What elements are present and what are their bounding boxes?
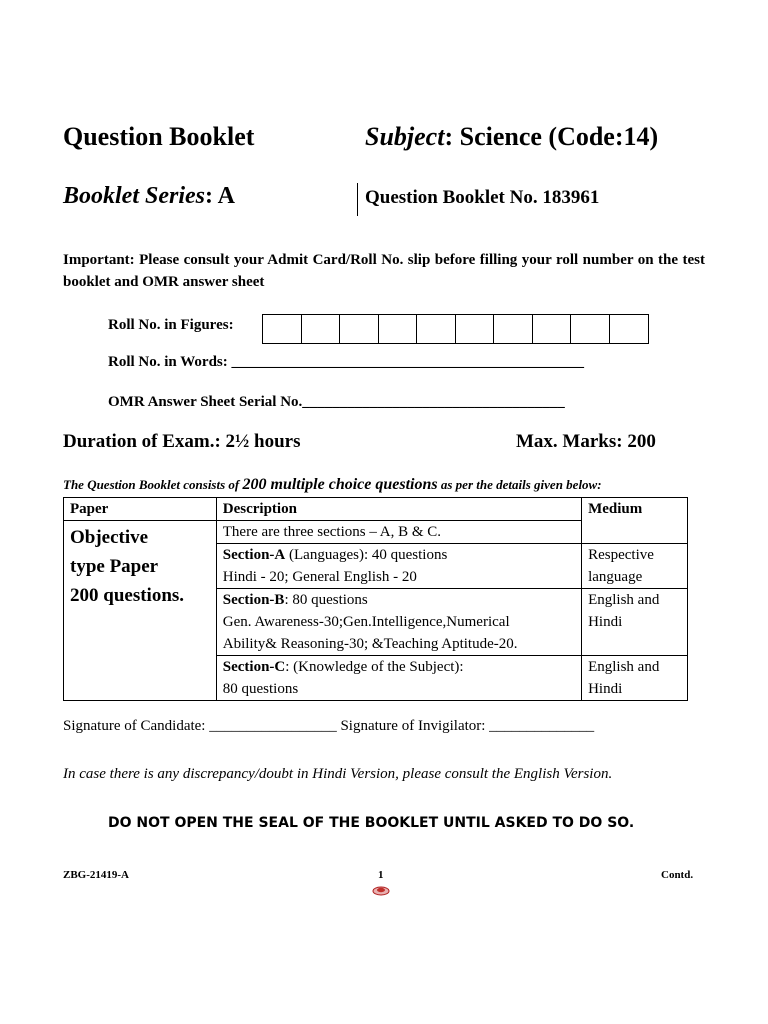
section-a-detail: Hindi - 20; General English - 20 [222,569,417,585]
roll-digit-box[interactable] [417,315,456,343]
consists-part2: 200 multiple choice questions [242,476,438,493]
section-c-title: Section-C [222,659,286,675]
consists-note [63,476,602,494]
section-a-rest: (Languages): 40 questions [285,547,448,563]
section-c-cell [216,656,581,701]
roll-words-field[interactable]: Roll No. in Words: _______________________________________________ [108,354,584,370]
roll-digit-box[interactable] [610,315,649,343]
seal-stamp-icon [372,884,390,896]
roll-digit-box[interactable] [494,315,533,343]
medium-line: English and [588,592,660,608]
section-b-cell [216,589,581,656]
consists-part1: The Question Booklet consists of [63,477,243,492]
sections-intro: There are three sections – A, B & C. [216,521,581,544]
section-a-cell [216,544,581,589]
footer-contd: Contd. [661,869,694,881]
roll-figures-label: Roll No. in Figures: [108,317,234,333]
booklet-number: Question Booklet No. 183961 [365,187,600,208]
section-b-detail: Ability& Reasoning-30; &Teaching Aptitude-20. [222,636,518,652]
important-notice: Important: Please consult your Admit Card/Roll No. slip before filling your roll number on the test booklet and OMR answer sheet [63,252,705,290]
medium-line: Respective [588,547,654,563]
section-b-detail: Gen. Awareness-30;Gen.Intelligence,Numerical [222,614,510,630]
booklet-series [63,183,235,210]
seal-warning: DO NOT OPEN THE SEAL OF THE BOOKLET UNTIL ASKED TO DO SO. [108,815,635,831]
subject-heading [365,122,658,152]
medium-line: English and [588,659,660,675]
section-a-medium [582,544,688,589]
medium-line: language [588,569,643,585]
roll-digit-box[interactable] [379,315,418,343]
subject-label: Subject [365,122,445,151]
paper-line: type Paper [70,556,159,577]
roll-digit-box[interactable] [263,315,302,343]
header-paper: Paper [64,498,217,521]
signature-lines[interactable]: Signature of Candidate: _________________ Signature of Invigilator: ______________ [63,718,595,734]
header-description: Description [216,498,581,521]
section-b-medium [582,589,688,656]
roll-digit-box[interactable] [340,315,379,343]
page-number: 1 [378,869,384,881]
discrepancy-note: In case there is any discrepancy/doubt in Hindi Version, please consult the English Version. [63,766,613,782]
footer-code: ZBG-21419-A [63,869,129,881]
section-c-medium [582,656,688,701]
paper-line: Objective [70,527,149,548]
roll-digit-box[interactable] [302,315,341,343]
header-divider [357,183,358,216]
roll-digit-box[interactable] [571,315,610,343]
section-c-rest: : (Knowledge of the Subject): [285,659,464,675]
medium-line: Hindi [588,681,623,697]
consists-part3: as per the details given below: [437,477,602,492]
subject-value: : Science (Code:14) [444,122,659,151]
table-header-row [64,498,688,521]
max-marks: Max. Marks: 200 [516,431,656,452]
omr-serial-field[interactable]: OMR Answer Sheet Serial No.___________________________________ [108,394,565,410]
series-label: Booklet Series [63,183,205,209]
section-a-title: Section-A [222,547,286,563]
paper-line: 200 questions. [70,585,185,606]
section-b-title: Section-B [222,592,285,608]
paper-cell [64,521,217,701]
exam-duration: Duration of Exam.: 2½ hours [63,431,301,452]
roll-number-boxes[interactable] [262,314,649,344]
details-table [63,497,688,701]
section-c-detail: 80 questions [222,681,299,697]
roll-digit-box[interactable] [533,315,572,343]
series-value: : A [205,183,235,209]
booklet-title: Question Booklet [63,122,255,151]
medium-line: Hindi [588,614,623,630]
section-b-rest: : 80 questions [284,592,368,608]
roll-digit-box[interactable] [456,315,495,343]
header-medium: Medium [582,498,688,544]
